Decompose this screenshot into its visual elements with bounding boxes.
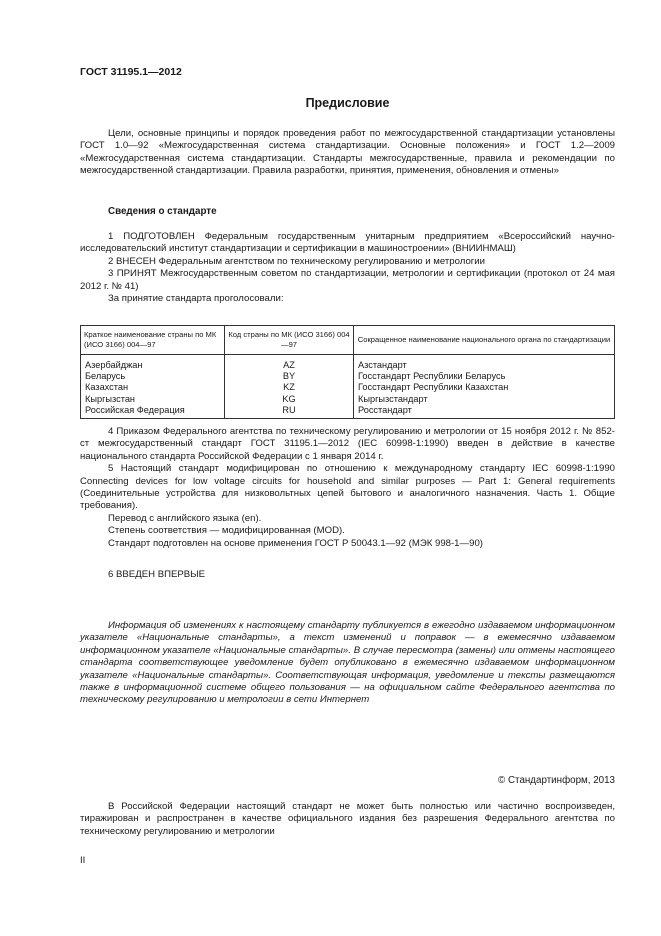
- item-3-note: За принятие стандарта проголосовали:: [108, 293, 284, 305]
- document-id: ГОСТ 31195.1—2012: [80, 66, 182, 78]
- item-2: 2 ВНЕСЕН Федеральным агентством по техническому регулированию и метрологии: [108, 255, 486, 267]
- item-5: 5 Настоящий стандарт модифицирован по отношению к международному стандарту IEC 60998-1:1990 Connecting devices for low voltage circuits for household and similar purposes — Part 1: General requirements (Соединительные устройства для низковольтных цепей бытового и аналогичного назначения. Часть 1. Общие требования).: [80, 463, 615, 512]
- cell-body: Госстандарт Республики Беларусь: [354, 371, 615, 382]
- page-title: Предисловие: [305, 96, 390, 110]
- table-row: [81, 371, 615, 382]
- cell-code: BY: [225, 371, 354, 382]
- table-row: [81, 394, 615, 405]
- info-note-block: [80, 620, 615, 707]
- cell-code: AZ: [225, 355, 354, 372]
- voting-table: [80, 325, 615, 419]
- item-5-degree: Степень соответствия — модифицированная (MOD).: [108, 525, 345, 537]
- items-1-3-block: [80, 231, 615, 305]
- item-1: 1 ПОДГОТОВЛЕН Федеральным государственным унитарным предприятием «Всероссийский научно-исследовательский институт стандартизации и сертификации в машиностроении» (ВНИИНМАШ): [80, 231, 615, 255]
- table-header-country: Краткое наименование страны по МК (ИСО 3166) 004—97: [81, 326, 225, 355]
- cell-code: KG: [225, 394, 354, 405]
- item-3: 3 ПРИНЯТ Межгосударственным советом по стандартизации, метрологии и сертификации (протокол от 24 мая 2012 г. № 41): [80, 268, 615, 292]
- copyright: © Стандартинформ, 2013: [498, 775, 615, 786]
- table-row: [81, 405, 615, 419]
- cell-code: RU: [225, 405, 354, 419]
- cell-body: Росстандарт: [354, 405, 615, 419]
- intro-paragraph: Цели, основные принципы и порядок проведения работ по межгосударственной стандартизации установлены ГОСТ 1.0—92 «Межгосударственная система стандартизации. Основные положения» и ГОСТ 1.2—2009 «Межгосударственная система стандартизации. Стандарты межгосударственные, правила и рекомендации по межгосударственной стандартизации. Правила разработки, принятия, применения, обновления и отмены»: [80, 128, 615, 177]
- cell-body: Азстандарт: [354, 355, 615, 372]
- item-5-translation: Перевод с английского языка (en).: [108, 512, 262, 524]
- cell-country: Кыргызстан: [81, 394, 225, 405]
- legal-notice: В Российской Федерации настоящий стандарт не может быть полностью или частично воспроизведен, тиражирован и распространен в качестве официального издания без разрешения Федерального агентства по техническому регулированию и метрологии: [80, 801, 615, 837]
- document-page: [80, 0, 615, 936]
- table-header-body: Сокращенное наименование национального органа по стандартизации: [354, 326, 615, 355]
- table-row: [81, 382, 615, 393]
- cell-code: KZ: [225, 382, 354, 393]
- table-row: [81, 355, 615, 372]
- cell-body: Кыргызстандарт: [354, 394, 615, 405]
- item-6: 6 ВВЕДЕН ВПЕРВЫЕ: [108, 569, 206, 580]
- table-header-code: Код страны по МК (ИСО 3166) 004—97: [225, 326, 354, 355]
- item-4: 4 Приказом Федерального агентства по техническому регулированию и метрологии от 15 ноября 2012 г. № 852-ст межгосударственный стандарт ГОСТ 31195.1—2012 (IEC 60998-1:1990) введен в действие в качестве национального стандарта Российской Федерации с 1 января 2014 г.: [80, 426, 615, 462]
- section-heading: Сведения о стандарте: [108, 206, 217, 217]
- section-heading-block: [80, 206, 615, 218]
- cell-country: Казахстан: [81, 382, 225, 393]
- intro-block: [80, 128, 615, 178]
- cell-country: Российская Федерация: [81, 405, 225, 419]
- cell-country: Азербайджан: [81, 355, 225, 372]
- legal-block: [80, 801, 615, 838]
- page-number: II: [80, 855, 86, 866]
- table-header-row: [81, 326, 615, 355]
- item-5-basis: Стандарт подготовлен на основе применения ГОСТ Р 50043.1—92 (МЭК 998-1—90): [108, 537, 483, 549]
- info-note: Информация об изменениях к настоящему стандарту публикуется в ежегодно издаваемом информационном указателе «Национальные стандарты», а текст изменений и поправок — в ежемесячно издаваемом информационном указателе «Национальные стандарты». В случае пересмотра (замены) или отмены настоящего стандарта соответствующее уведомление будет опубликовано в ежемесячно издаваемом информационном указателе «Национальные стандарты». Соответствующая информация, уведомление и тексты размещаются также в информационной системе общего пользования — на официальном сайте Федерального агентства по техническому регулированию и метрологии в сети Интернет: [80, 620, 615, 706]
- cell-country: Беларусь: [81, 371, 225, 382]
- cell-body: Госстандарт Республики Казахстан: [354, 382, 615, 393]
- items-4-5-block: [80, 426, 615, 550]
- item-6-block: [80, 569, 615, 581]
